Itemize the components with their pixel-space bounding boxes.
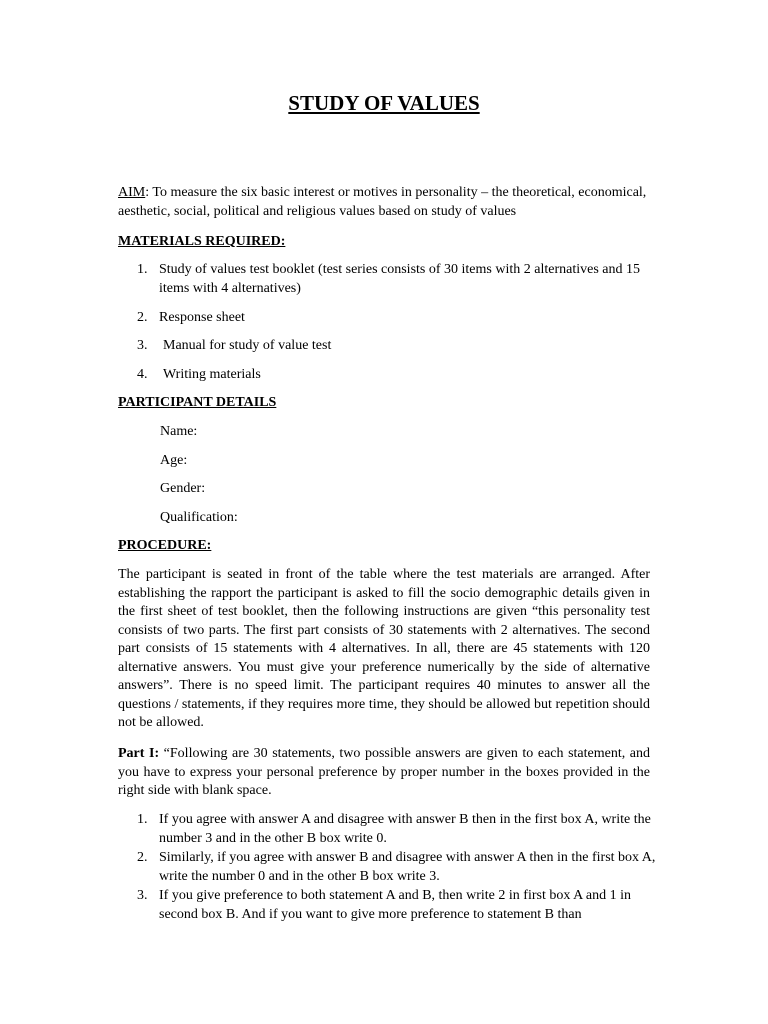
aim-label: AIM: [118, 185, 146, 200]
participant-heading: PARTICIPANT DETAILS: [118, 395, 277, 410]
aim-paragraph: [118, 184, 654, 221]
materials-heading: MATERIALS REQUIRED:: [118, 234, 286, 249]
part1-paragraph: [118, 745, 650, 801]
part1-text: “Following are 30 statements, two possible answers are given to each statement, and you have to express your personal preference by proper number in the boxes provided in the right side with blank space.: [118, 746, 650, 798]
aim-text: : To measure the six basic interest or motives in personality – the theoretical, economical, aesthetic, social, political and religious values based on study of values: [118, 185, 647, 219]
page-title: STUDY OF VALUES: [288, 91, 480, 115]
participant-qualification-field: Qualification:: [160, 510, 238, 525]
procedure-paragraph: The participant is seated in front of the table where the test materials are arranged. After establishing the rapport the participant is asked to fill the socio demographic details given in the first sheet of test booklet, then the following instructions are given “this personality test consists of two parts. The first part consists of 30 statements with 2 alternatives. The second part consists of 15 statements with 4 alternatives. In all, there are 45 statements with 120 alternative answers. You must give your preference numerically by the side of alternative answers”. There is no speed limit. The participant requires 40 minutes to answer all the questions / statements, if they requires more time, they should be allowed but repetition should not be allowed.: [118, 567, 650, 730]
participant-name-field: Name:: [160, 424, 198, 439]
participant-gender-field: Gender:: [160, 481, 206, 496]
participant-age-field: Age:: [160, 453, 188, 468]
document-page: STUDY OF VALUES AIM: To measure the six basic interest or motives in personality – the theoretical, economical, aesthetic, social, political and religious values based on study of values MATERIALS REQUIRED: 1. Study of values test booklet (test series consists of 30 items with 2 alternatives and 15 items with 4 alternatives) 2. Response sheet 3. Manual for study of value test 4. Writing materials PARTICIPANT DETAILS Name: Age: Gender: Qualification: PROCEDURE: The participant is seated in front of the table where the test materials are arranged. After establishing the rapport the participant is asked to fill the socio demographic details given in the first sheet of test booklet, then the following instructions are given “this personality test consists of two parts. The first part consists of 30 statements with 2 alternatives. The second part consists of 15 statements with 4 alternatives. In all, there are 45 statements with 120 alternative answers. You must give your preference numerically by the side of alternative answers”. There is no speed limit. The participant requires 40 minutes to answer all the questions / statements, if they requires more time, they should be allowed but repetition should not be allowed. Part I: “Following are 30 statements, two possible answers are given to each statement, and you have to express your personal preference by proper number in the boxes provided in the right side with blank space. 1. If you agree with answer A and disagree with answer B then in the first box A, write the number 3 and in the other B box write 0. 2. Similarly, if you agree with answer B and disagree with answer A then in the first box A, write the number 0 and in the other B box write 3. 3. If you give preference to both statement A and B, then write 2 in first box A and 1 in second box B. And if you want to give more preference to statement B than: [0, 0, 768, 1024]
procedure-heading: PROCEDURE:: [118, 538, 212, 553]
part1-label: Part I:: [118, 746, 160, 761]
